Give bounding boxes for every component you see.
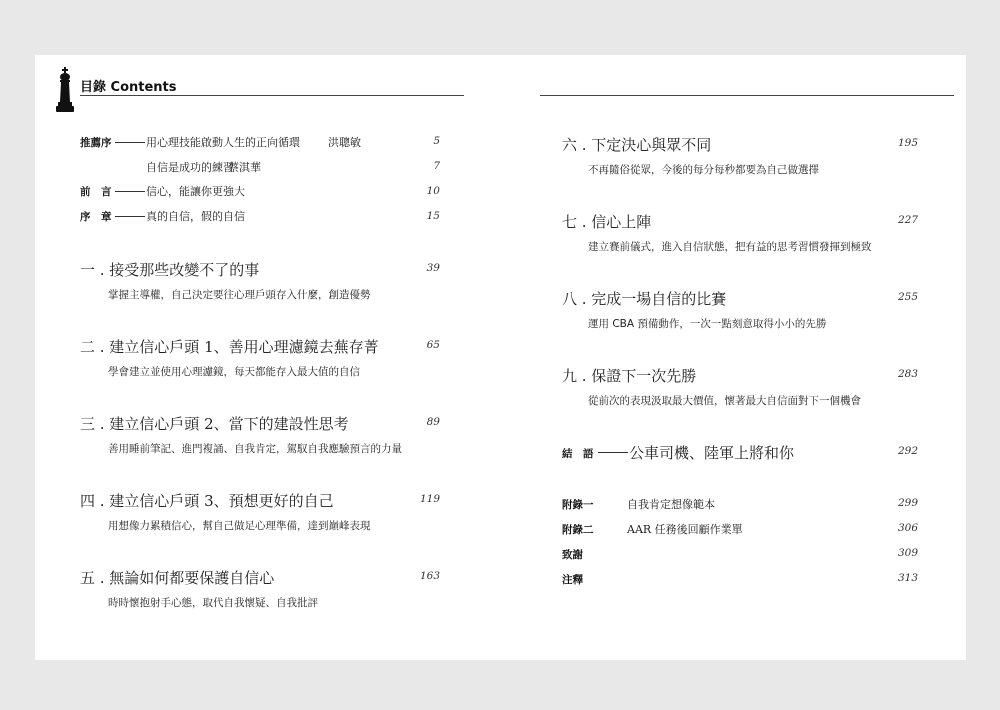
em-dash <box>115 142 145 143</box>
front-label: 推薦序 <box>80 137 112 149</box>
chapter-page: 119 <box>419 493 440 505</box>
notes-label: 注釋 <box>562 574 583 586</box>
chapter-title: 七 . 信心上陣 <box>562 213 652 231</box>
em-dash <box>115 191 145 192</box>
em-dash <box>115 216 145 217</box>
chapter-page: 163 <box>419 570 440 582</box>
chapter-page: 65 <box>426 339 440 351</box>
appendix-page: 299 <box>897 497 918 509</box>
chapter-page: 283 <box>897 368 918 380</box>
front-page: 7 <box>433 160 440 172</box>
chapter-page: 227 <box>897 214 918 226</box>
front-label: 前 言 <box>80 186 112 198</box>
chapter-title: 八 . 完成一場自信的比賽 <box>562 290 727 308</box>
chapter-title: 五 . 無論如何都要保護自信心 <box>80 569 275 587</box>
chapter-title: 一 . 接受那些改變不了的事 <box>80 261 260 279</box>
chapter-subtitle: 掌握主導權，自己決定要往心理戶頭存入什麼，創造優勢 <box>108 289 371 301</box>
acknowledgements-page: 309 <box>897 547 918 559</box>
epilogue-label: 結 語 <box>562 448 594 460</box>
front-page: 10 <box>426 185 440 197</box>
appendix-title: AAR 任務後回顧作業單 <box>627 523 743 536</box>
chapter-subtitle: 時時懷抱射手心態，取代自我懷疑、自我批評 <box>108 597 318 609</box>
front-title: 自信是成功的練習 <box>146 161 234 174</box>
front-label: 序 章 <box>80 211 112 223</box>
front-title: 真的自信，假的自信 <box>146 210 245 223</box>
chess-king-icon <box>54 66 76 114</box>
chapter-title: 四 . 建立信心戶頭 3、預想更好的自己 <box>80 492 334 510</box>
chapter-page: 39 <box>426 262 440 274</box>
front-page: 15 <box>426 210 440 222</box>
chapter-subtitle: 不再隨俗從眾，今後的每分每秒都要為自己做選擇 <box>588 164 819 176</box>
appendix-label: 附錄一 <box>562 499 594 511</box>
appendix-label: 附錄二 <box>562 524 594 536</box>
front-title: 用心理技能啟動人生的正向循環 <box>146 136 300 149</box>
em-dash <box>598 452 628 453</box>
appendix-title: 自我肯定想像範本 <box>627 498 715 511</box>
toc-title: 目錄 Contents <box>80 80 177 95</box>
chapter-title: 三 . 建立信心戶頭 2、當下的建設性思考 <box>80 415 349 433</box>
front-title: 信心，能讓你更強大 <box>146 185 245 198</box>
chapter-page: 89 <box>426 416 440 428</box>
appendix-page: 306 <box>897 522 918 534</box>
chapter-subtitle: 學會建立並使用心理濾鏡，每天都能存入最大值的自信 <box>108 366 360 378</box>
front-author: 洪聰敏 <box>328 136 361 149</box>
chapter-subtitle: 用想像力累積信心，幫自己做足心理準備，達到巔峰表現 <box>108 520 371 532</box>
chapter-subtitle: 善用睡前筆記、進門複誦、自我肯定，駕馭自我應驗預言的力量 <box>108 443 402 455</box>
front-author: 蔡淇華 <box>228 161 261 174</box>
header-rule-left <box>80 95 464 96</box>
acknowledgements-label: 致謝 <box>562 549 583 561</box>
chapter-page: 195 <box>897 137 918 149</box>
chapter-page: 255 <box>897 291 918 303</box>
epilogue-title: 公車司機、陸軍上將和你 <box>629 444 795 462</box>
header-rule-right <box>540 95 954 96</box>
chapter-title: 九 . 保證下一次先勝 <box>562 367 697 385</box>
chapter-subtitle: 建立賽前儀式，進入自信狀態，把有益的思考習慣發揮到極致 <box>588 241 872 253</box>
chapter-subtitle: 從前次的表現汲取最大價值，懷著最大自信面對下一個機會 <box>588 395 861 407</box>
chapter-title: 二 . 建立信心戶頭 1、善用心理濾鏡去蕪存菁 <box>80 338 379 356</box>
front-page: 5 <box>433 135 440 147</box>
epilogue-page: 292 <box>897 445 918 457</box>
chapter-title: 六 . 下定決心與眾不同 <box>562 136 712 154</box>
notes-page: 313 <box>897 572 918 584</box>
chapter-subtitle: 運用 CBA 預備動作，一次一點刻意取得小小的先勝 <box>588 318 827 330</box>
